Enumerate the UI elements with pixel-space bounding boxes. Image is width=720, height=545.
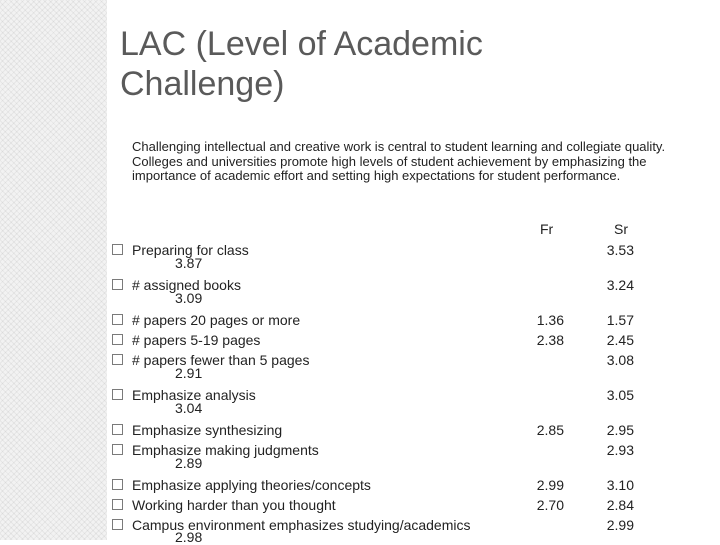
bullet-icon <box>112 354 123 365</box>
column-header-fr: Fr <box>540 221 554 237</box>
item-label: Emphasize synthesizing <box>132 422 283 438</box>
item-sr-value: 2.45 <box>606 332 634 348</box>
item-sr-value: 3.10 <box>606 477 634 493</box>
item-label: # papers 5-19 pages <box>132 332 261 348</box>
item-sub-value: 3.04 <box>175 400 203 416</box>
item-label: Working harder than you thought <box>132 497 336 513</box>
item-sr-value: 3.53 <box>606 242 634 258</box>
decorative-side-pattern <box>0 0 107 540</box>
bullet-icon <box>112 244 123 255</box>
item-sr-value: 2.93 <box>606 442 634 458</box>
intro-paragraph: Challenging intellectual and creative work is central to student learning and collegiate quality. Colleges and universities promote high levels of student achievement by emphasizing the importance of academic effort and setting high expectations for student performance. <box>132 139 666 183</box>
item-sr-value: 2.99 <box>606 517 634 533</box>
item-label: Emphasize applying theories/concepts <box>132 477 371 493</box>
item-sr-value: 3.24 <box>606 277 634 293</box>
item-label: Campus environment emphasizes studying/academics <box>132 517 471 533</box>
item-sub-value: 2.98 <box>175 529 203 545</box>
bullet-icon <box>112 389 123 400</box>
list-item <box>112 496 712 516</box>
bullet-icon <box>112 334 123 345</box>
item-sr-value: 2.95 <box>606 422 634 438</box>
item-fr-value: 1.36 <box>536 312 564 328</box>
item-fr-value: 2.70 <box>536 497 564 513</box>
item-label: # papers fewer than 5 pages <box>132 352 310 368</box>
bullet-icon <box>112 279 123 290</box>
bullet-icon <box>112 499 123 510</box>
item-fr-value: 2.85 <box>536 422 564 438</box>
item-label: # assigned books <box>132 277 241 293</box>
bullet-icon <box>112 424 123 435</box>
column-header-sr: Sr <box>614 221 628 237</box>
title-line-2: Challenge) <box>120 65 285 103</box>
list-item <box>112 311 712 331</box>
item-label: Emphasize making judgments <box>132 442 319 458</box>
item-sub-value: 3.87 <box>175 255 203 271</box>
item-sr-value: 3.08 <box>606 352 634 368</box>
bullet-icon <box>112 444 123 455</box>
title-line-1: LAC (Level of Academic <box>120 25 483 63</box>
bullet-icon <box>112 519 123 530</box>
item-label: # papers 20 pages or more <box>132 312 301 328</box>
list-item <box>112 421 712 441</box>
item-sr-value: 3.05 <box>606 387 634 403</box>
item-fr-value: 2.99 <box>536 477 564 493</box>
item-sub-value: 2.91 <box>175 365 203 381</box>
bullet-icon <box>112 314 123 325</box>
item-sr-value: 1.57 <box>606 312 634 328</box>
list-item <box>112 331 712 351</box>
item-label: Emphasize analysis <box>132 387 256 403</box>
item-fr-value: 2.38 <box>536 332 564 348</box>
item-sub-value: 3.09 <box>175 290 203 306</box>
slide-title <box>120 24 680 104</box>
item-sub-value: 2.89 <box>175 455 203 471</box>
bullet-icon <box>112 479 123 490</box>
item-label: Preparing for class <box>132 242 249 258</box>
list-item <box>112 476 712 496</box>
item-sr-value: 2.84 <box>606 497 634 513</box>
